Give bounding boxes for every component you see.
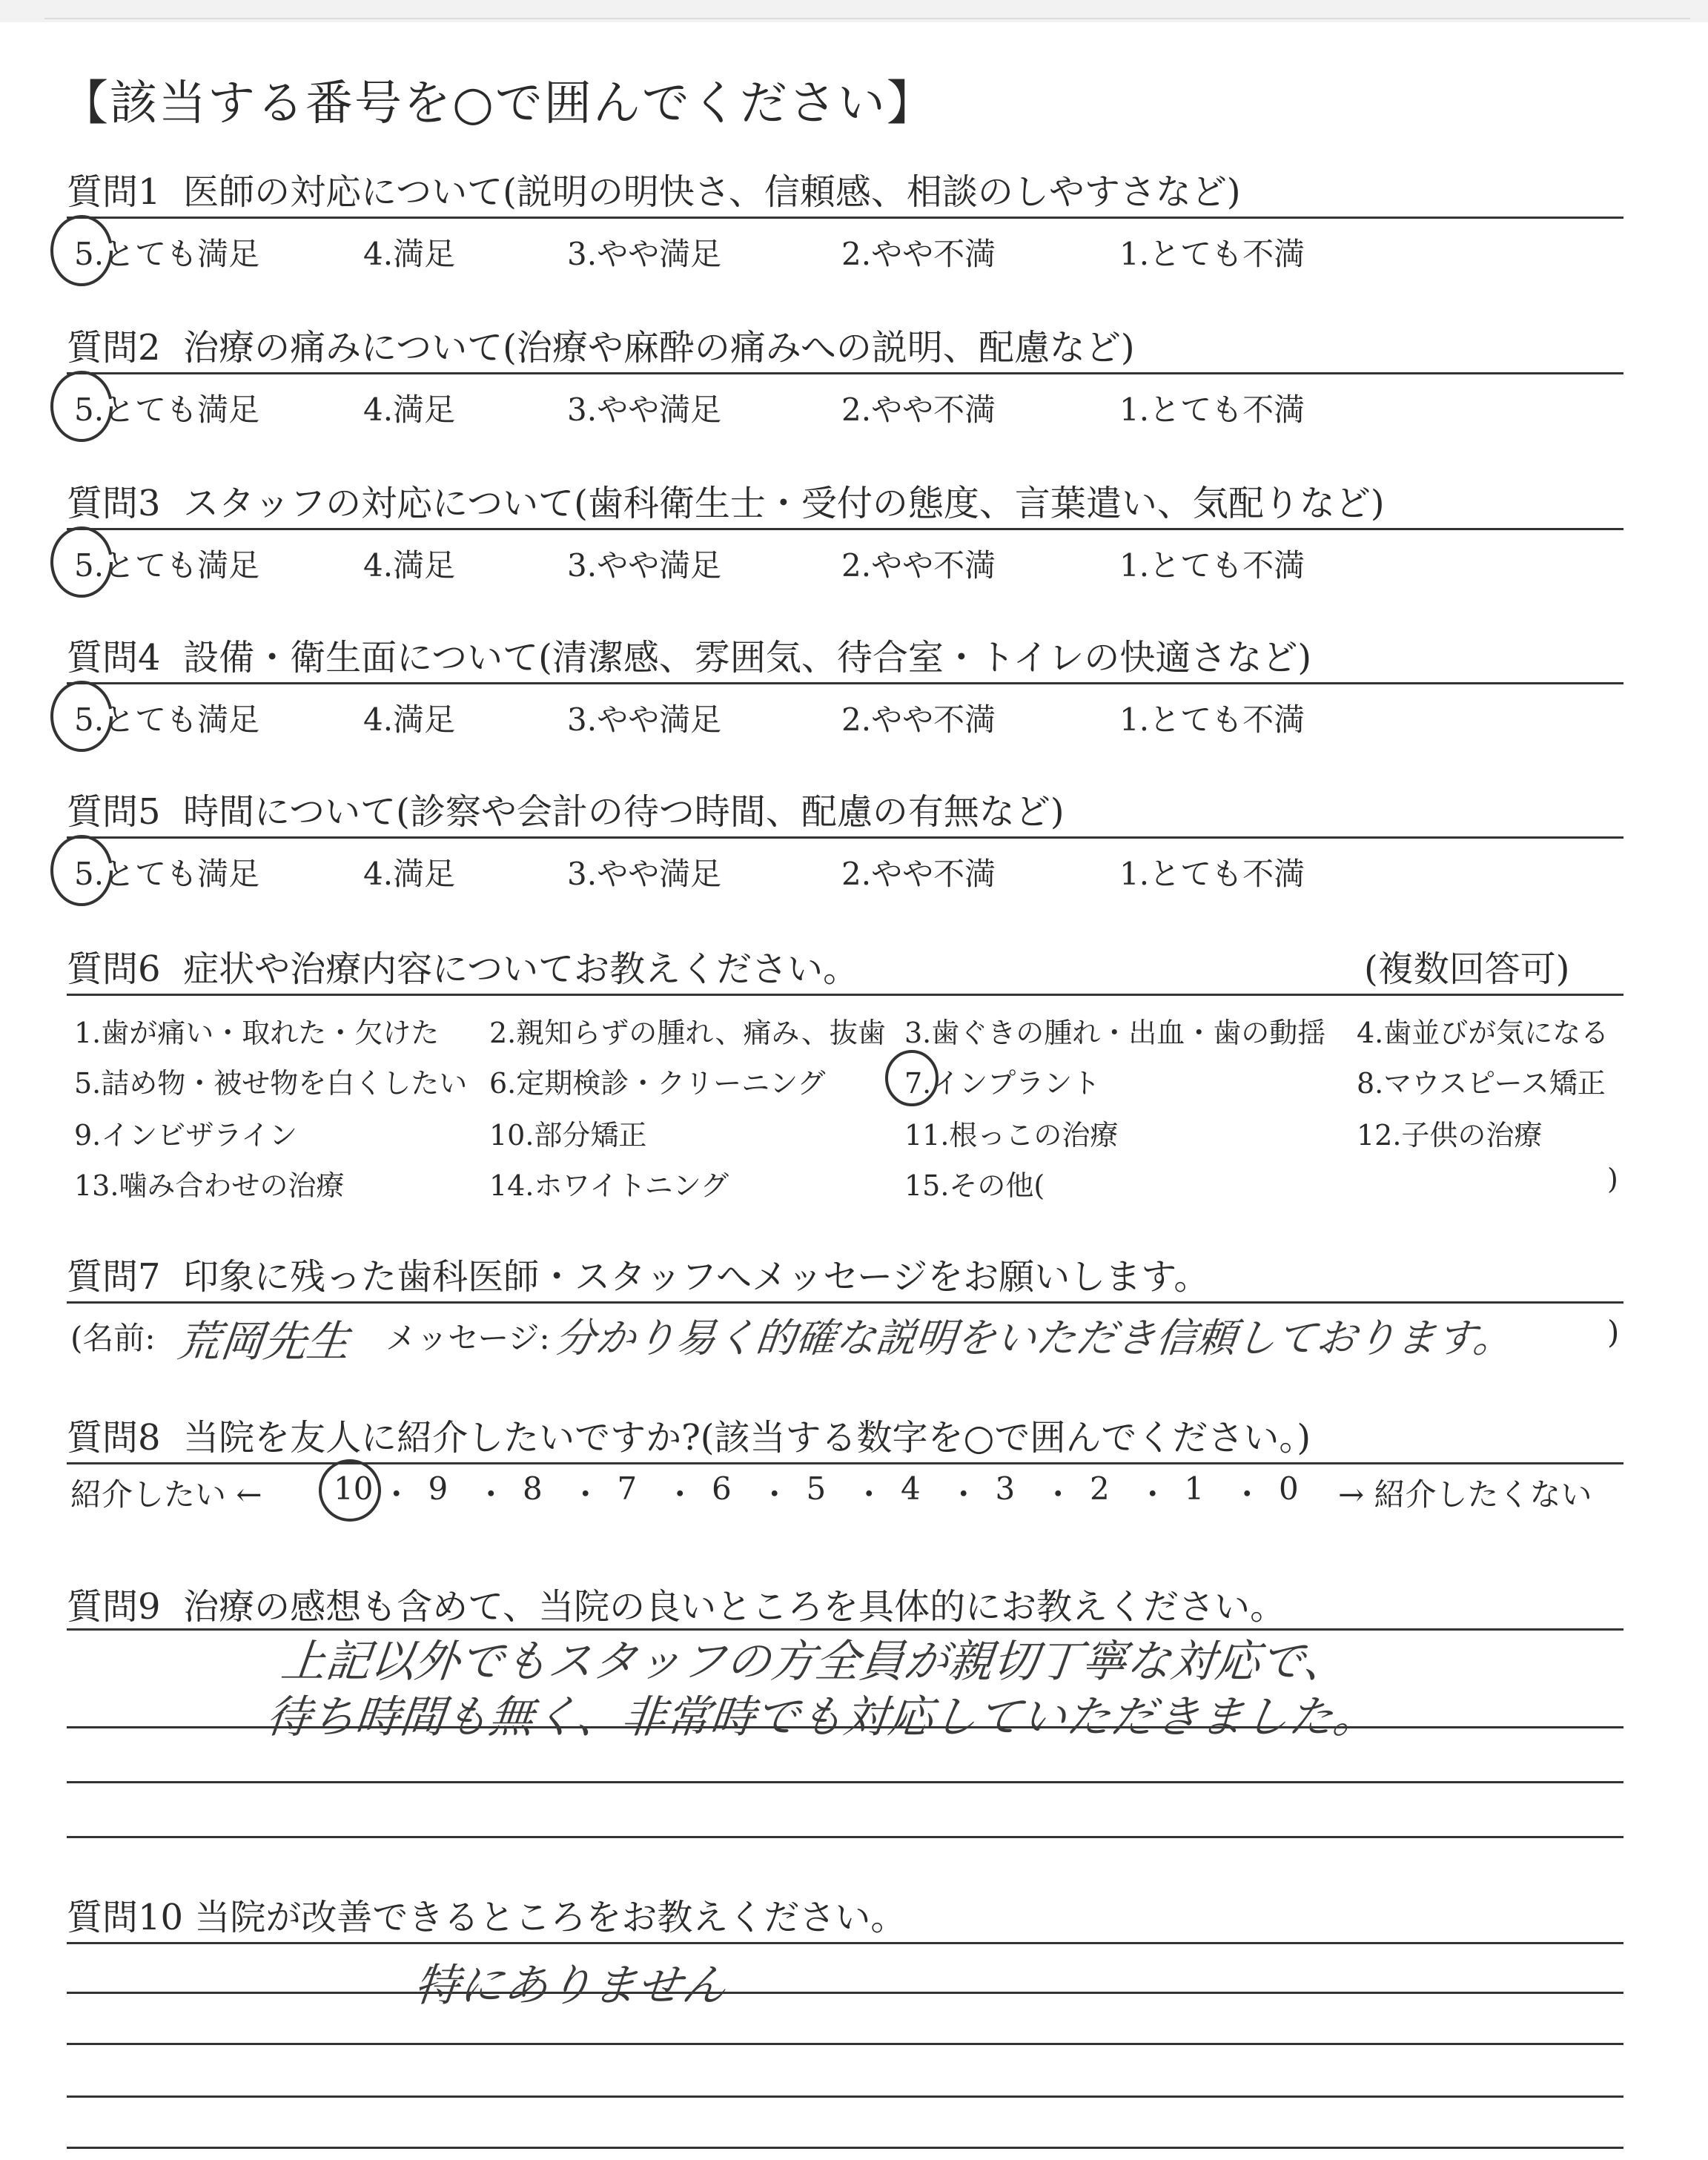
q4-option-2[interactable]: 2.やや不満 (841, 701, 996, 738)
q2-option-5[interactable]: 5.とても満足 (74, 392, 260, 428)
q8-scale-6[interactable]: 6 (712, 1470, 732, 1507)
q2-option-4[interactable]: 4.満足 (363, 392, 456, 428)
q8-scale-separator: ・ (664, 1476, 696, 1513)
q1-option-4[interactable]: 4.満足 (363, 236, 456, 272)
q6-option-6[interactable]: 6.定期検診・クリーニング (489, 1067, 826, 1100)
q6-option-14[interactable]: 14.ホワイトニング (489, 1169, 729, 1202)
q5-option-2[interactable]: 2.やや不満 (841, 856, 996, 892)
q6-note: (複数回答可) (1364, 948, 1570, 990)
q8-left-label: 紹介したい ← (70, 1476, 262, 1513)
q6-option-1[interactable]: 1.歯が痛い・取れた・欠けた (74, 1017, 440, 1049)
q8-scale-separator: ・ (1231, 1476, 1263, 1513)
q4-label: 質問4 設備・衛生面について(清潔感、雰囲気、待合室・トイレの快適さなど) (67, 637, 1312, 678)
q1-selected-circle (52, 217, 111, 285)
q8-scale-9[interactable]: 9 (428, 1470, 448, 1507)
q9-handwriting-line-2[interactable]: 待ち時間も無く、非常時でも対応していただきました。 (263, 1691, 1380, 1743)
q6-option-12[interactable]: 12.子供の治療 (1357, 1119, 1543, 1152)
q8-scale-separator: ・ (853, 1476, 885, 1513)
q8-scale-0[interactable]: 0 (1279, 1470, 1299, 1507)
q8-scale-separator: ・ (380, 1476, 412, 1513)
q8-scale-4[interactable]: 4 (901, 1470, 921, 1507)
q4-option-1[interactable]: 1.とても不満 (1119, 701, 1305, 738)
q6-option-5[interactable]: 5.詰め物・被せ物を白くしたい (74, 1067, 468, 1100)
q7-message-handwriting[interactable]: 分かり易く的確な説明をいただき信頼しております。 (553, 1315, 1516, 1361)
q4-option-3[interactable]: 3.やや満足 (567, 701, 722, 738)
q9-label: 質問9 治療の感想も含めて、当院の良いところを具体的にお教えください。 (67, 1586, 1286, 1628)
q2-option-3[interactable]: 3.やや満足 (567, 392, 722, 428)
q3-option-3[interactable]: 3.やや満足 (567, 547, 722, 584)
q6-option-15[interactable]: 15.その他( (904, 1169, 1045, 1202)
q5-option-4[interactable]: 4.満足 (363, 856, 456, 892)
q5-option-1[interactable]: 1.とても不満 (1119, 856, 1305, 892)
q10-handwriting[interactable]: 特にありません (411, 1960, 729, 2012)
q3-option-2[interactable]: 2.やや不満 (841, 547, 996, 584)
q4-option-4[interactable]: 4.満足 (363, 701, 456, 738)
q3-option-4[interactable]: 4.満足 (363, 547, 456, 584)
q2-selected-circle (52, 372, 111, 440)
q8-scale-7[interactable]: 7 (617, 1470, 638, 1507)
q8-scale-1[interactable]: 1 (1184, 1470, 1205, 1507)
q2-option-1[interactable]: 1.とても不満 (1119, 392, 1305, 428)
q6-other-close: ) (1607, 1163, 1618, 1195)
q1-option-5[interactable]: 5.とても満足 (74, 236, 260, 272)
q5-label: 質問5 時間について(診察や会計の待つ時間、配慮の有無など) (67, 791, 1065, 833)
q8-scale-separator: ・ (1136, 1476, 1168, 1513)
q4-option-5[interactable]: 5.とても満足 (74, 701, 260, 738)
q3-selected-circle (52, 528, 111, 596)
q2-label: 質問2 治療の痛みについて(治療や麻酔の痛みへの説明、配慮など) (67, 327, 1135, 369)
q5-option-5[interactable]: 5.とても満足 (74, 856, 260, 892)
q6-option-7[interactable]: 7.インプラント (904, 1067, 1101, 1100)
q1-label: 質問1 医師の対応について(説明の明快さ、信頼感、相談のしやすさなど) (67, 171, 1241, 213)
q6-selected-circle (887, 1051, 937, 1105)
q8-right-label: → 紹介したくない (1338, 1476, 1592, 1513)
q8-scale-8[interactable]: 8 (523, 1470, 543, 1507)
q4-selected-circle (52, 682, 111, 750)
q6-option-10[interactable]: 10.部分矯正 (489, 1119, 647, 1152)
q8-scale-separator: ・ (758, 1476, 790, 1513)
q1-option-3[interactable]: 3.やや満足 (567, 236, 722, 272)
form-instruction-header: 【該当する番号を○で囲んでください】 (61, 76, 936, 131)
q7-name-label: (名前: (70, 1320, 156, 1356)
q8-scale-separator: ・ (475, 1476, 507, 1513)
q6-option-3[interactable]: 3.歯ぐきの腫れ・出血・歯の動揺 (904, 1017, 1326, 1049)
q7-name-handwriting[interactable]: 荒岡先生 (174, 1316, 353, 1367)
q6-option-2[interactable]: 2.親知らずの腫れ、痛み、抜歯 (489, 1017, 886, 1049)
q8-label: 質問8 当院を友人に紹介したいですか?(該当する数字を○で囲んでください。) (67, 1417, 1311, 1459)
q6-option-13[interactable]: 13.噛み合わせの治療 (74, 1169, 345, 1202)
q9-handwriting-line-1[interactable]: 上記以外でもスタッフの方全員が親切丁寧な対応で、 (278, 1636, 1351, 1688)
q1-option-1[interactable]: 1.とても不満 (1119, 236, 1305, 272)
q6-option-8[interactable]: 8.マウスピース矯正 (1357, 1067, 1606, 1100)
q8-scale-separator: ・ (947, 1476, 979, 1513)
q10-label: 質問10 当院が改善できるところをお教えください。 (67, 1897, 907, 1938)
q8-scale-separator: ・ (569, 1476, 601, 1513)
q6-option-9[interactable]: 9.インビザライン (74, 1119, 298, 1152)
q3-option-1[interactable]: 1.とても不満 (1119, 547, 1305, 584)
q8-scale-5[interactable]: 5 (806, 1470, 827, 1507)
q2-option-2[interactable]: 2.やや不満 (841, 392, 996, 428)
q8-selected-circle (320, 1461, 380, 1520)
q8-scale-3[interactable]: 3 (995, 1470, 1016, 1507)
q6-option-4[interactable]: 4.歯並びが気になる (1357, 1017, 1609, 1049)
q8-scale-10[interactable]: 10 (334, 1470, 374, 1507)
q5-option-3[interactable]: 3.やや満足 (567, 856, 722, 892)
q7-message-label: メッセージ: (385, 1320, 550, 1356)
q3-label: 質問3 スタッフの対応について(歯科衛生士・受付の態度、言葉遣い、気配りなど) (67, 483, 1385, 524)
q6-option-11[interactable]: 11.根っこの治療 (904, 1119, 1119, 1152)
q6-label: 質問6 症状や治療内容についてお教えください。 (67, 948, 859, 990)
q5-selected-circle (52, 836, 111, 905)
q7-label: 質問7 印象に残った歯科医師・スタッフへメッセージをお願いします。 (67, 1256, 1210, 1298)
q7-close: ) (1607, 1314, 1620, 1350)
q3-option-5[interactable]: 5.とても満足 (74, 547, 260, 584)
q8-scale-2[interactable]: 2 (1090, 1470, 1110, 1507)
q1-option-2[interactable]: 2.やや不満 (841, 236, 996, 272)
q8-scale-separator: ・ (1042, 1476, 1074, 1513)
